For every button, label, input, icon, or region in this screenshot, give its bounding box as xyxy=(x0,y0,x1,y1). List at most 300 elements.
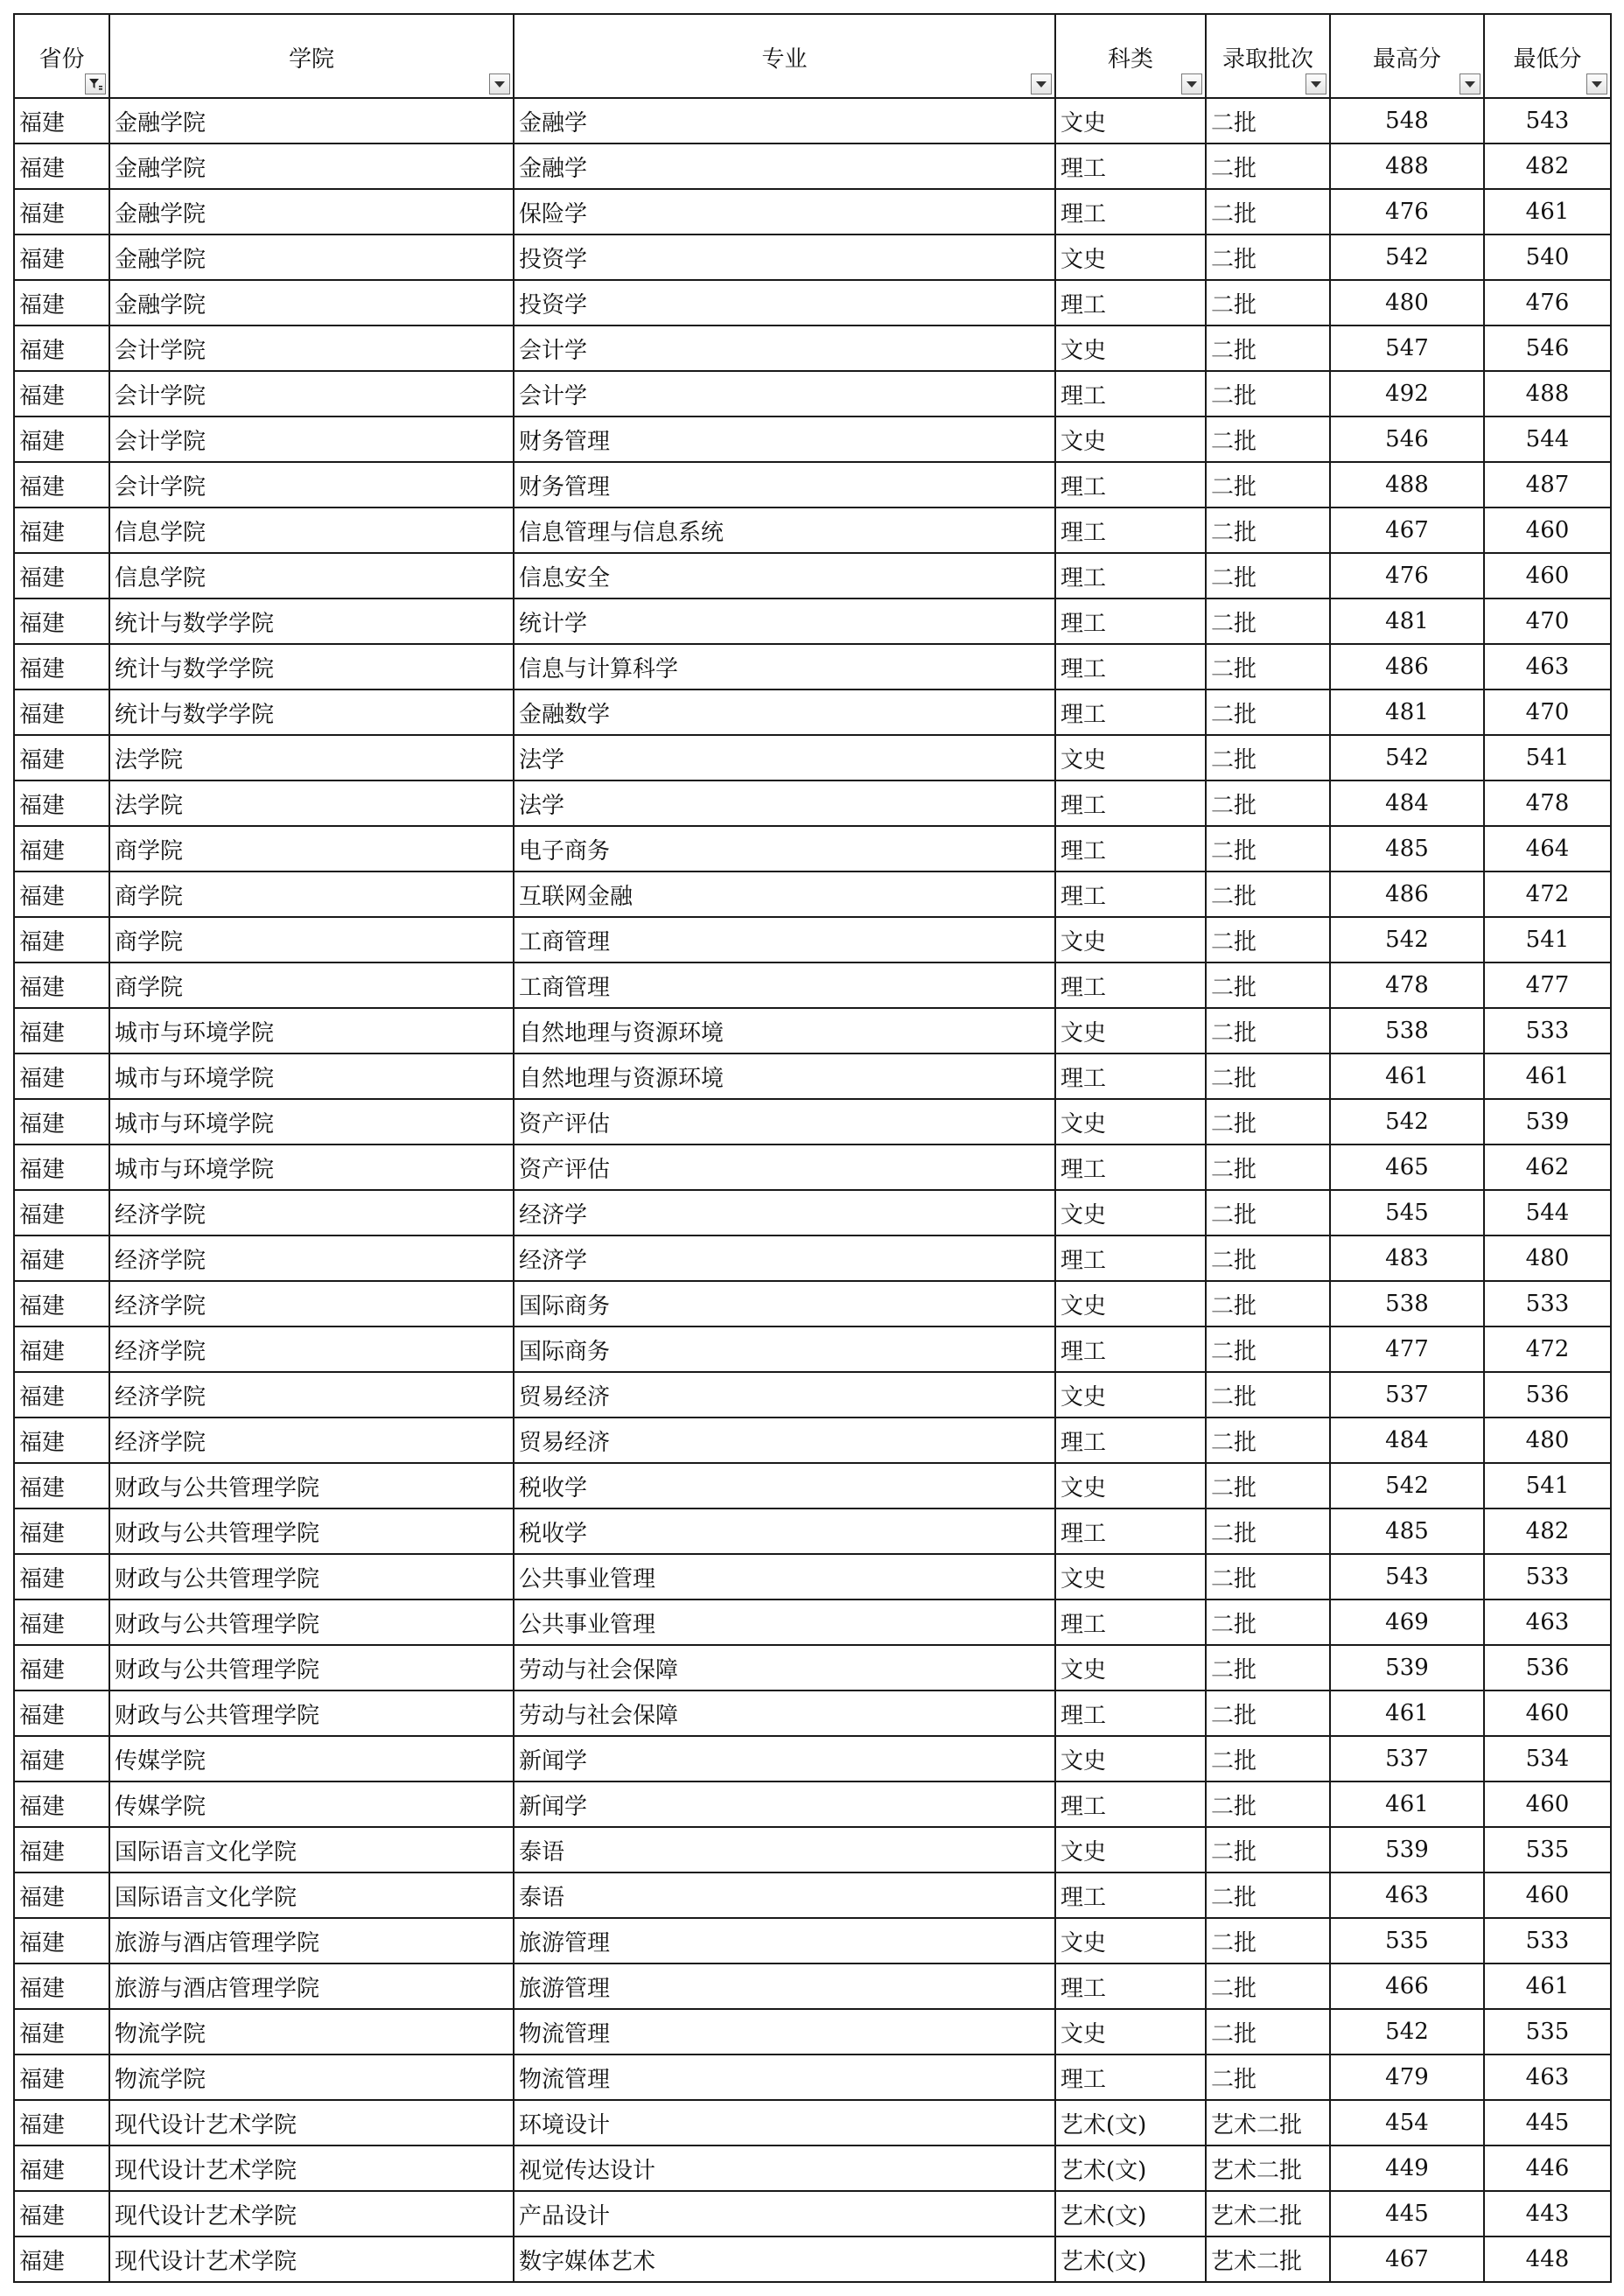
cell-max-score[interactable]: 488 xyxy=(1330,462,1484,508)
cell-province[interactable]: 福建 xyxy=(14,416,109,462)
cell-college[interactable]: 物流学院 xyxy=(109,2009,514,2054)
cell-major[interactable]: 贸易经济 xyxy=(514,1372,1055,1418)
cell-category[interactable]: 文史 xyxy=(1055,98,1206,144)
cell-major[interactable]: 财务管理 xyxy=(514,462,1055,508)
cell-min-score[interactable]: 541 xyxy=(1484,1463,1611,1508)
cell-college[interactable]: 统计与数学学院 xyxy=(109,598,514,644)
cell-major[interactable]: 信息与计算科学 xyxy=(514,644,1055,690)
cell-major[interactable]: 劳动与社会保障 xyxy=(514,1690,1055,1736)
cell-college[interactable]: 现代设计艺术学院 xyxy=(109,2191,514,2236)
cell-max-score[interactable]: 478 xyxy=(1330,962,1484,1008)
cell-category[interactable]: 艺术(文) xyxy=(1055,2236,1206,2282)
cell-college[interactable]: 经济学院 xyxy=(109,1418,514,1463)
cell-max-score[interactable]: 539 xyxy=(1330,1827,1484,1872)
cell-batch[interactable]: 二批 xyxy=(1206,1918,1330,1964)
cell-min-score[interactable]: 448 xyxy=(1484,2236,1611,2282)
cell-major[interactable]: 工商管理 xyxy=(514,962,1055,1008)
cell-batch[interactable]: 二批 xyxy=(1206,1690,1330,1736)
cell-batch[interactable]: 二批 xyxy=(1206,690,1330,735)
cell-min-score[interactable]: 541 xyxy=(1484,735,1611,780)
cell-college[interactable]: 金融学院 xyxy=(109,280,514,326)
cell-college[interactable]: 商学院 xyxy=(109,826,514,872)
cell-min-score[interactable]: 472 xyxy=(1484,1326,1611,1372)
cell-category[interactable]: 文史 xyxy=(1055,1645,1206,1690)
cell-max-score[interactable]: 480 xyxy=(1330,280,1484,326)
cell-min-score[interactable]: 487 xyxy=(1484,462,1611,508)
cell-max-score[interactable]: 476 xyxy=(1330,553,1484,598)
dropdown-arrow-icon[interactable] xyxy=(1181,74,1202,94)
cell-major[interactable]: 经济学 xyxy=(514,1236,1055,1281)
cell-min-score[interactable]: 463 xyxy=(1484,2054,1611,2100)
cell-college[interactable]: 统计与数学学院 xyxy=(109,644,514,690)
cell-major[interactable]: 劳动与社会保障 xyxy=(514,1645,1055,1690)
cell-category[interactable]: 理工 xyxy=(1055,1872,1206,1918)
cell-max-score[interactable]: 454 xyxy=(1330,2100,1484,2146)
cell-province[interactable]: 福建 xyxy=(14,644,109,690)
cell-college[interactable]: 物流学院 xyxy=(109,2054,514,2100)
cell-min-score[interactable]: 461 xyxy=(1484,189,1611,234)
cell-min-score[interactable]: 460 xyxy=(1484,1782,1611,1827)
cell-category[interactable]: 理工 xyxy=(1055,644,1206,690)
cell-batch[interactable]: 二批 xyxy=(1206,1508,1330,1554)
cell-category[interactable]: 文史 xyxy=(1055,1736,1206,1782)
cell-college[interactable]: 城市与环境学院 xyxy=(109,1008,514,1054)
cell-province[interactable]: 福建 xyxy=(14,1326,109,1372)
cell-min-score[interactable]: 464 xyxy=(1484,826,1611,872)
cell-min-score[interactable]: 476 xyxy=(1484,280,1611,326)
cell-major[interactable]: 投资学 xyxy=(514,234,1055,280)
cell-batch[interactable]: 二批 xyxy=(1206,234,1330,280)
cell-major[interactable]: 数字媒体艺术 xyxy=(514,2236,1055,2282)
cell-max-score[interactable]: 484 xyxy=(1330,780,1484,826)
cell-category[interactable]: 理工 xyxy=(1055,1144,1206,1190)
cell-major[interactable]: 国际商务 xyxy=(514,1326,1055,1372)
cell-major[interactable]: 公共事业管理 xyxy=(514,1600,1055,1645)
cell-province[interactable]: 福建 xyxy=(14,1782,109,1827)
cell-province[interactable]: 福建 xyxy=(14,1827,109,1872)
cell-min-score[interactable]: 533 xyxy=(1484,1918,1611,1964)
cell-category[interactable]: 理工 xyxy=(1055,1418,1206,1463)
cell-batch[interactable]: 二批 xyxy=(1206,98,1330,144)
cell-max-score[interactable]: 537 xyxy=(1330,1372,1484,1418)
cell-category[interactable]: 理工 xyxy=(1055,780,1206,826)
cell-college[interactable]: 法学院 xyxy=(109,780,514,826)
cell-category[interactable]: 理工 xyxy=(1055,1236,1206,1281)
cell-batch[interactable]: 二批 xyxy=(1206,735,1330,780)
cell-college[interactable]: 现代设计艺术学院 xyxy=(109,2100,514,2146)
cell-min-score[interactable]: 460 xyxy=(1484,553,1611,598)
cell-province[interactable]: 福建 xyxy=(14,1418,109,1463)
cell-province[interactable]: 福建 xyxy=(14,508,109,553)
cell-max-score[interactable]: 469 xyxy=(1330,1600,1484,1645)
cell-min-score[interactable]: 477 xyxy=(1484,962,1611,1008)
dropdown-arrow-icon[interactable] xyxy=(1460,74,1480,94)
cell-max-score[interactable]: 492 xyxy=(1330,371,1484,416)
cell-major[interactable]: 国际商务 xyxy=(514,1281,1055,1326)
cell-max-score[interactable]: 542 xyxy=(1330,1463,1484,1508)
cell-major[interactable]: 会计学 xyxy=(514,326,1055,371)
cell-batch[interactable]: 二批 xyxy=(1206,644,1330,690)
cell-province[interactable]: 福建 xyxy=(14,553,109,598)
cell-max-score[interactable]: 484 xyxy=(1330,1418,1484,1463)
cell-category[interactable]: 理工 xyxy=(1055,1326,1206,1372)
cell-batch[interactable]: 二批 xyxy=(1206,780,1330,826)
cell-min-score[interactable]: 480 xyxy=(1484,1418,1611,1463)
cell-min-score[interactable]: 540 xyxy=(1484,234,1611,280)
cell-max-score[interactable]: 542 xyxy=(1330,234,1484,280)
cell-province[interactable]: 福建 xyxy=(14,917,109,962)
cell-major[interactable]: 金融数学 xyxy=(514,690,1055,735)
cell-min-score[interactable]: 544 xyxy=(1484,416,1611,462)
cell-max-score[interactable]: 463 xyxy=(1330,1872,1484,1918)
dropdown-arrow-icon[interactable] xyxy=(489,74,510,94)
cell-min-score[interactable]: 443 xyxy=(1484,2191,1611,2236)
cell-college[interactable]: 传媒学院 xyxy=(109,1736,514,1782)
cell-batch[interactable]: 二批 xyxy=(1206,1144,1330,1190)
cell-batch[interactable]: 二批 xyxy=(1206,416,1330,462)
cell-province[interactable]: 福建 xyxy=(14,1144,109,1190)
cell-batch[interactable]: 艺术二批 xyxy=(1206,2100,1330,2146)
cell-min-score[interactable]: 533 xyxy=(1484,1554,1611,1600)
cell-category[interactable]: 理工 xyxy=(1055,371,1206,416)
cell-college[interactable]: 现代设计艺术学院 xyxy=(109,2236,514,2282)
cell-max-score[interactable]: 485 xyxy=(1330,1508,1484,1554)
cell-max-score[interactable]: 538 xyxy=(1330,1008,1484,1054)
cell-min-score[interactable]: 470 xyxy=(1484,690,1611,735)
cell-max-score[interactable]: 466 xyxy=(1330,1964,1484,2009)
cell-max-score[interactable]: 467 xyxy=(1330,2236,1484,2282)
cell-major[interactable]: 法学 xyxy=(514,735,1055,780)
cell-major[interactable]: 会计学 xyxy=(514,371,1055,416)
cell-major[interactable]: 自然地理与资源环境 xyxy=(514,1054,1055,1099)
cell-max-score[interactable]: 461 xyxy=(1330,1690,1484,1736)
cell-college[interactable]: 经济学院 xyxy=(109,1281,514,1326)
cell-max-score[interactable]: 542 xyxy=(1330,2009,1484,2054)
cell-major[interactable]: 税收学 xyxy=(514,1508,1055,1554)
cell-category[interactable]: 文史 xyxy=(1055,1190,1206,1236)
cell-category[interactable]: 文史 xyxy=(1055,1281,1206,1326)
cell-category[interactable]: 文史 xyxy=(1055,326,1206,371)
cell-college[interactable]: 旅游与酒店管理学院 xyxy=(109,1964,514,2009)
cell-province[interactable]: 福建 xyxy=(14,1281,109,1326)
cell-batch[interactable]: 艺术二批 xyxy=(1206,2236,1330,2282)
cell-province[interactable]: 福建 xyxy=(14,1964,109,2009)
cell-province[interactable]: 福建 xyxy=(14,1008,109,1054)
cell-major[interactable]: 自然地理与资源环境 xyxy=(514,1008,1055,1054)
cell-max-score[interactable]: 488 xyxy=(1330,144,1484,189)
cell-batch[interactable]: 二批 xyxy=(1206,1782,1330,1827)
cell-category[interactable]: 理工 xyxy=(1055,1782,1206,1827)
cell-min-score[interactable]: 544 xyxy=(1484,1190,1611,1236)
cell-max-score[interactable]: 449 xyxy=(1330,2146,1484,2191)
cell-category[interactable]: 理工 xyxy=(1055,189,1206,234)
cell-max-score[interactable]: 485 xyxy=(1330,826,1484,872)
cell-major[interactable]: 物流管理 xyxy=(514,2009,1055,2054)
cell-province[interactable]: 福建 xyxy=(14,826,109,872)
cell-province[interactable]: 福建 xyxy=(14,2146,109,2191)
cell-max-score[interactable]: 483 xyxy=(1330,1236,1484,1281)
cell-max-score[interactable]: 477 xyxy=(1330,1326,1484,1372)
cell-min-score[interactable]: 535 xyxy=(1484,1827,1611,1872)
cell-province[interactable]: 福建 xyxy=(14,1054,109,1099)
cell-college[interactable]: 商学院 xyxy=(109,962,514,1008)
cell-min-score[interactable]: 480 xyxy=(1484,1236,1611,1281)
cell-batch[interactable]: 二批 xyxy=(1206,1418,1330,1463)
cell-min-score[interactable]: 482 xyxy=(1484,144,1611,189)
cell-major[interactable]: 法学 xyxy=(514,780,1055,826)
cell-batch[interactable]: 二批 xyxy=(1206,462,1330,508)
cell-college[interactable]: 商学院 xyxy=(109,917,514,962)
cell-college[interactable]: 会计学院 xyxy=(109,371,514,416)
cell-category[interactable]: 理工 xyxy=(1055,144,1206,189)
cell-province[interactable]: 福建 xyxy=(14,690,109,735)
cell-college[interactable]: 金融学院 xyxy=(109,98,514,144)
cell-max-score[interactable]: 467 xyxy=(1330,508,1484,553)
cell-province[interactable]: 福建 xyxy=(14,962,109,1008)
cell-college[interactable]: 财政与公共管理学院 xyxy=(109,1463,514,1508)
cell-major[interactable]: 税收学 xyxy=(514,1463,1055,1508)
cell-min-score[interactable]: 445 xyxy=(1484,2100,1611,2146)
cell-province[interactable]: 福建 xyxy=(14,234,109,280)
cell-college[interactable]: 经济学院 xyxy=(109,1190,514,1236)
cell-max-score[interactable]: 535 xyxy=(1330,1918,1484,1964)
cell-college[interactable]: 商学院 xyxy=(109,872,514,917)
cell-college[interactable]: 经济学院 xyxy=(109,1236,514,1281)
cell-max-score[interactable]: 548 xyxy=(1330,98,1484,144)
cell-major[interactable]: 资产评估 xyxy=(514,1099,1055,1144)
cell-province[interactable]: 福建 xyxy=(14,2191,109,2236)
cell-category[interactable]: 理工 xyxy=(1055,1964,1206,2009)
cell-max-score[interactable]: 486 xyxy=(1330,872,1484,917)
cell-batch[interactable]: 二批 xyxy=(1206,553,1330,598)
cell-college[interactable]: 国际语言文化学院 xyxy=(109,1872,514,1918)
cell-province[interactable]: 福建 xyxy=(14,1554,109,1600)
cell-province[interactable]: 福建 xyxy=(14,1736,109,1782)
cell-major[interactable]: 泰语 xyxy=(514,1872,1055,1918)
cell-major[interactable]: 保险学 xyxy=(514,189,1055,234)
cell-batch[interactable]: 二批 xyxy=(1206,280,1330,326)
cell-max-score[interactable]: 545 xyxy=(1330,1190,1484,1236)
cell-college[interactable]: 现代设计艺术学院 xyxy=(109,2146,514,2191)
cell-college[interactable]: 信息学院 xyxy=(109,553,514,598)
cell-category[interactable]: 艺术(文) xyxy=(1055,2191,1206,2236)
cell-max-score[interactable]: 461 xyxy=(1330,1054,1484,1099)
cell-college[interactable]: 城市与环境学院 xyxy=(109,1144,514,1190)
cell-batch[interactable]: 二批 xyxy=(1206,1099,1330,1144)
cell-batch[interactable]: 二批 xyxy=(1206,1326,1330,1372)
cell-batch[interactable]: 二批 xyxy=(1206,189,1330,234)
cell-category[interactable]: 文史 xyxy=(1055,2009,1206,2054)
cell-college[interactable]: 经济学院 xyxy=(109,1372,514,1418)
cell-province[interactable]: 福建 xyxy=(14,98,109,144)
cell-batch[interactable]: 二批 xyxy=(1206,2009,1330,2054)
cell-min-score[interactable]: 446 xyxy=(1484,2146,1611,2191)
cell-max-score[interactable]: 479 xyxy=(1330,2054,1484,2100)
cell-province[interactable]: 福建 xyxy=(14,1190,109,1236)
cell-major[interactable]: 财务管理 xyxy=(514,416,1055,462)
cell-min-score[interactable]: 482 xyxy=(1484,1508,1611,1554)
cell-min-score[interactable]: 470 xyxy=(1484,598,1611,644)
cell-batch[interactable]: 二批 xyxy=(1206,1736,1330,1782)
cell-max-score[interactable]: 481 xyxy=(1330,690,1484,735)
cell-min-score[interactable]: 460 xyxy=(1484,1872,1611,1918)
cell-category[interactable]: 艺术(文) xyxy=(1055,2100,1206,2146)
cell-college[interactable]: 城市与环境学院 xyxy=(109,1099,514,1144)
cell-batch[interactable]: 二批 xyxy=(1206,1827,1330,1872)
cell-max-score[interactable]: 465 xyxy=(1330,1144,1484,1190)
cell-max-score[interactable]: 476 xyxy=(1330,189,1484,234)
cell-college[interactable]: 金融学院 xyxy=(109,144,514,189)
cell-category[interactable]: 艺术(文) xyxy=(1055,2146,1206,2191)
cell-batch[interactable]: 二批 xyxy=(1206,1872,1330,1918)
cell-category[interactable]: 文史 xyxy=(1055,1372,1206,1418)
cell-max-score[interactable]: 542 xyxy=(1330,917,1484,962)
cell-college[interactable]: 财政与公共管理学院 xyxy=(109,1554,514,1600)
cell-min-score[interactable]: 541 xyxy=(1484,917,1611,962)
cell-batch[interactable]: 二批 xyxy=(1206,1645,1330,1690)
cell-min-score[interactable]: 462 xyxy=(1484,1144,1611,1190)
cell-category[interactable]: 文史 xyxy=(1055,1918,1206,1964)
cell-major[interactable]: 金融学 xyxy=(514,98,1055,144)
cell-major[interactable]: 资产评估 xyxy=(514,1144,1055,1190)
cell-min-score[interactable]: 534 xyxy=(1484,1736,1611,1782)
cell-min-score[interactable]: 463 xyxy=(1484,1600,1611,1645)
cell-college[interactable]: 财政与公共管理学院 xyxy=(109,1508,514,1554)
cell-batch[interactable]: 二批 xyxy=(1206,1554,1330,1600)
cell-major[interactable]: 旅游管理 xyxy=(514,1918,1055,1964)
cell-major[interactable]: 视觉传达设计 xyxy=(514,2146,1055,2191)
cell-province[interactable]: 福建 xyxy=(14,326,109,371)
cell-min-score[interactable]: 536 xyxy=(1484,1372,1611,1418)
cell-batch[interactable]: 二批 xyxy=(1206,371,1330,416)
cell-province[interactable]: 福建 xyxy=(14,1508,109,1554)
cell-min-score[interactable]: 536 xyxy=(1484,1645,1611,1690)
cell-province[interactable]: 福建 xyxy=(14,1690,109,1736)
dropdown-arrow-icon[interactable] xyxy=(1306,74,1326,94)
cell-category[interactable]: 文史 xyxy=(1055,1554,1206,1600)
cell-max-score[interactable]: 481 xyxy=(1330,598,1484,644)
cell-major[interactable]: 互联网金融 xyxy=(514,872,1055,917)
cell-college[interactable]: 金融学院 xyxy=(109,234,514,280)
cell-category[interactable]: 文史 xyxy=(1055,416,1206,462)
cell-max-score[interactable]: 542 xyxy=(1330,735,1484,780)
cell-major[interactable]: 工商管理 xyxy=(514,917,1055,962)
cell-college[interactable]: 城市与环境学院 xyxy=(109,1054,514,1099)
cell-province[interactable]: 福建 xyxy=(14,1872,109,1918)
cell-major[interactable]: 泰语 xyxy=(514,1827,1055,1872)
cell-batch[interactable]: 二批 xyxy=(1206,2054,1330,2100)
cell-college[interactable]: 信息学院 xyxy=(109,508,514,553)
cell-category[interactable]: 文史 xyxy=(1055,234,1206,280)
cell-min-score[interactable]: 460 xyxy=(1484,508,1611,553)
cell-batch[interactable]: 二批 xyxy=(1206,1054,1330,1099)
cell-max-score[interactable]: 542 xyxy=(1330,1099,1484,1144)
cell-province[interactable]: 福建 xyxy=(14,280,109,326)
cell-college[interactable]: 会计学院 xyxy=(109,416,514,462)
cell-batch[interactable]: 二批 xyxy=(1206,1190,1330,1236)
cell-major[interactable]: 新闻学 xyxy=(514,1736,1055,1782)
cell-major[interactable]: 物流管理 xyxy=(514,2054,1055,2100)
cell-batch[interactable]: 二批 xyxy=(1206,826,1330,872)
cell-college[interactable]: 财政与公共管理学院 xyxy=(109,1645,514,1690)
cell-province[interactable]: 福建 xyxy=(14,2009,109,2054)
cell-batch[interactable]: 二批 xyxy=(1206,598,1330,644)
cell-category[interactable]: 理工 xyxy=(1055,872,1206,917)
cell-batch[interactable]: 二批 xyxy=(1206,1281,1330,1326)
cell-province[interactable]: 福建 xyxy=(14,1645,109,1690)
cell-major[interactable]: 投资学 xyxy=(514,280,1055,326)
cell-max-score[interactable]: 547 xyxy=(1330,326,1484,371)
cell-batch[interactable]: 二批 xyxy=(1206,1372,1330,1418)
cell-batch[interactable]: 二批 xyxy=(1206,872,1330,917)
cell-batch[interactable]: 二批 xyxy=(1206,1964,1330,2009)
cell-min-score[interactable]: 488 xyxy=(1484,371,1611,416)
cell-min-score[interactable]: 461 xyxy=(1484,1054,1611,1099)
cell-category[interactable]: 理工 xyxy=(1055,553,1206,598)
cell-max-score[interactable]: 461 xyxy=(1330,1782,1484,1827)
cell-major[interactable]: 统计学 xyxy=(514,598,1055,644)
cell-category[interactable]: 理工 xyxy=(1055,598,1206,644)
cell-category[interactable]: 文史 xyxy=(1055,1008,1206,1054)
cell-province[interactable]: 福建 xyxy=(14,1372,109,1418)
cell-category[interactable]: 理工 xyxy=(1055,1054,1206,1099)
cell-batch[interactable]: 艺术二批 xyxy=(1206,2146,1330,2191)
cell-college[interactable]: 传媒学院 xyxy=(109,1782,514,1827)
cell-category[interactable]: 文史 xyxy=(1055,735,1206,780)
cell-max-score[interactable]: 445 xyxy=(1330,2191,1484,2236)
cell-province[interactable]: 福建 xyxy=(14,189,109,234)
cell-major[interactable]: 贸易经济 xyxy=(514,1418,1055,1463)
cell-category[interactable]: 文史 xyxy=(1055,917,1206,962)
cell-batch[interactable]: 二批 xyxy=(1206,1008,1330,1054)
cell-college[interactable]: 会计学院 xyxy=(109,462,514,508)
cell-batch[interactable]: 二批 xyxy=(1206,1600,1330,1645)
cell-college[interactable]: 会计学院 xyxy=(109,326,514,371)
cell-batch[interactable]: 二批 xyxy=(1206,326,1330,371)
cell-province[interactable]: 福建 xyxy=(14,780,109,826)
cell-max-score[interactable]: 538 xyxy=(1330,1281,1484,1326)
cell-major[interactable]: 信息安全 xyxy=(514,553,1055,598)
cell-max-score[interactable]: 539 xyxy=(1330,1645,1484,1690)
cell-batch[interactable]: 二批 xyxy=(1206,508,1330,553)
cell-category[interactable]: 理工 xyxy=(1055,280,1206,326)
cell-province[interactable]: 福建 xyxy=(14,1600,109,1645)
cell-min-score[interactable]: 461 xyxy=(1484,1964,1611,2009)
cell-batch[interactable]: 二批 xyxy=(1206,1463,1330,1508)
cell-major[interactable]: 经济学 xyxy=(514,1190,1055,1236)
cell-batch[interactable]: 二批 xyxy=(1206,1236,1330,1281)
cell-min-score[interactable]: 543 xyxy=(1484,98,1611,144)
cell-category[interactable]: 理工 xyxy=(1055,1508,1206,1554)
cell-college[interactable]: 法学院 xyxy=(109,735,514,780)
cell-province[interactable]: 福建 xyxy=(14,872,109,917)
cell-college[interactable]: 国际语言文化学院 xyxy=(109,1827,514,1872)
cell-college[interactable]: 金融学院 xyxy=(109,189,514,234)
cell-province[interactable]: 福建 xyxy=(14,2236,109,2282)
dropdown-arrow-icon[interactable] xyxy=(1031,74,1052,94)
cell-college[interactable]: 财政与公共管理学院 xyxy=(109,1600,514,1645)
cell-category[interactable]: 文史 xyxy=(1055,1827,1206,1872)
cell-max-score[interactable]: 537 xyxy=(1330,1736,1484,1782)
cell-province[interactable]: 福建 xyxy=(14,598,109,644)
cell-major[interactable]: 公共事业管理 xyxy=(514,1554,1055,1600)
filter-active-icon[interactable] xyxy=(85,74,106,94)
cell-province[interactable]: 福建 xyxy=(14,1463,109,1508)
cell-category[interactable]: 理工 xyxy=(1055,826,1206,872)
cell-category[interactable]: 文史 xyxy=(1055,1463,1206,1508)
cell-min-score[interactable]: 460 xyxy=(1484,1690,1611,1736)
cell-max-score[interactable]: 546 xyxy=(1330,416,1484,462)
